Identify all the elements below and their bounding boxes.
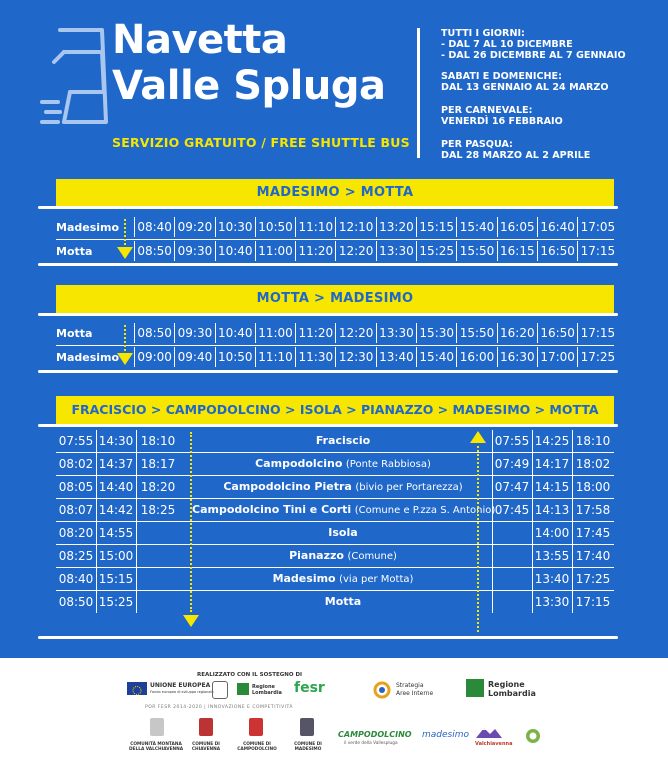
stop-name-cell [192,476,494,498]
time-cell: 09:20 [174,217,214,237]
time-cell-right: 07:47 [494,480,530,494]
eu-flag-icon [127,682,147,695]
title-line-1: Navetta [112,17,288,63]
time-cells [134,217,618,237]
stop-note: (Comune e P.zza S. Antonio) [354,505,496,516]
time-cell-left: 15:00 [98,549,134,563]
period-2-line: DAL 13 GENNAIO AL 24 MARZO [441,82,609,93]
campodolcino-crest-icon [249,718,263,736]
time-cell-left: 08:05 [58,480,94,494]
route-3-row [56,453,614,475]
route-3-bottom-rule [38,636,618,639]
time-cell: 09:40 [174,347,214,367]
madesimo-logo: madesimo [422,730,469,740]
time-cell-left: 07:55 [58,434,94,448]
time-cell: 16:50 [537,323,577,343]
stop-label: Motta [56,244,93,258]
period-block-1 [441,28,626,61]
route-2-banner: MOTTA > MADESIMO [56,285,614,313]
time-cell-right: 17:40 [575,549,611,563]
time-cell: 11:00 [255,323,295,343]
time-cell-right: 18:02 [575,457,611,471]
time-cell-left [136,545,180,567]
route-1-arrow-down-icon [117,247,133,259]
route-2-row-1 [56,323,614,343]
italy-emblem-icon [212,681,228,699]
time-cell-right: 14:25 [534,434,570,448]
eu-label: UNIONE EUROPEA [150,682,211,689]
route-3-row [56,568,614,590]
time-cell-right [492,545,532,567]
stop-name: Madesimo [272,572,336,585]
route-3-row [56,430,614,452]
time-cell-left: 08:07 [58,503,94,517]
campodolcino-label: COMUNE DI CAMPODOLCINO [237,742,277,752]
time-cell: 17:15 [577,241,617,261]
chiavenna-label: COMUNE DI CHIAVENNA [191,742,221,752]
time-cell: 16:00 [456,347,496,367]
time-cell-left: 08:40 [58,572,94,586]
time-cell: 15:40 [416,347,456,367]
time-cell-right: 17:58 [575,503,611,517]
time-cell: 11:20 [295,241,335,261]
time-cell: 13:20 [376,217,416,237]
period-3-title: PER CARNEVALE: [441,105,533,116]
stop-note: (via per Motta) [339,574,414,585]
stop-name-cell [192,522,494,544]
por-fesr-line: POR FESR 2014-2020 | INNOVAZIONE E COMPETITIVITÀ [145,705,293,710]
time-cell-left: 08:20 [58,526,94,540]
time-cell-left: 15:25 [98,595,134,609]
regione-small-label: Regione Lombardia [252,684,282,696]
stop-note: (Comune) [347,551,397,562]
time-cell: 10:50 [255,217,295,237]
time-cell-left: 08:50 [58,595,94,609]
time-cell-right: 07:45 [494,503,530,517]
period-1-line: - DAL 26 DICEMBRE AL 7 GENNAIO [441,50,626,61]
time-cell: 12:20 [335,323,375,343]
time-cell: 11:20 [295,323,335,343]
stop-name: Isola [328,526,358,539]
time-cell: 16:50 [537,241,577,261]
comunita-label: COMUNITÀ MONTANA DELLA VALCHIAVENNA [128,742,184,752]
strategia-logo-icon [372,680,392,700]
footer-logos [0,658,668,768]
stop-name: Motta [324,595,362,608]
campodolcino-tagline: il verde della Vallespluga [344,741,398,746]
time-cell: 16:20 [497,323,537,343]
time-cell-left: 15:15 [98,572,134,586]
strategia-label: Strategia Aree Interne [396,682,434,697]
time-cell: 15:30 [416,323,456,343]
time-cell-right [492,591,532,613]
route-3-arrow-down-icon [183,615,199,627]
row-separator [56,345,614,346]
stop-note: (bivio per Portarezza) [355,482,463,493]
time-cell-right: 14:13 [534,503,570,517]
stop-label: Madesimo [56,220,120,234]
time-cell-right: 07:55 [494,434,530,448]
route-1-direction-line [124,219,126,245]
route-3-row [56,591,614,613]
regione-lombardia-logo-icon [466,679,484,697]
time-cell-right: 14:00 [534,526,570,540]
time-cell: 17:00 [537,347,577,367]
time-cell-right: 18:00 [575,480,611,494]
valchiavenna-mountain-icon [474,724,504,740]
stop-name: Fraciscio [315,434,371,447]
time-cell: 15:25 [416,241,456,261]
time-cell: 15:40 [456,217,496,237]
route-3-row [56,545,614,567]
title-line-2: Valle Spluga [112,63,386,109]
time-cell-left: 18:25 [140,503,176,517]
time-cell: 11:30 [295,347,335,367]
time-cell-right: 13:30 [534,595,570,609]
time-cell: 10:40 [215,323,255,343]
time-cell-left: 14:55 [98,526,134,540]
stop-name-cell [192,545,494,567]
bus-icon [40,22,110,132]
time-cell: 16:05 [497,217,537,237]
time-cell: 16:40 [537,217,577,237]
time-cell: 10:40 [215,241,255,261]
madesimo-crest-icon [300,718,314,736]
route-1-bottom-rule [38,263,618,266]
route-2-row-2 [56,347,614,367]
row-separator [56,239,614,240]
chiavenna-crest-icon [199,718,213,736]
time-cell: 11:00 [255,241,295,261]
time-cell: 11:10 [255,347,295,367]
time-cell-left: 14:42 [98,503,134,517]
time-cell-left [136,568,180,590]
regione-lombardia-label: Regione Lombardia [488,680,536,698]
route-1-row-2 [56,241,614,261]
time-cell: 12:10 [335,217,375,237]
route-3-banner: FRACISCIO > CAMPODOLCINO > ISOLA > PIANAZZO > MADESIMO > MOTTA [56,396,614,424]
time-cell: 15:15 [416,217,456,237]
time-cell: 16:15 [497,241,537,261]
time-cell: 10:30 [215,217,255,237]
period-block-4 [441,139,590,161]
time-cell-left: 18:17 [140,457,176,471]
route-1-banner: MADESIMO > MOTTA [56,179,614,207]
time-cell-right [492,522,532,544]
period-block-2 [441,71,609,93]
campodolcino-logo: CAMPODOLCINO [338,730,412,739]
time-cell: 15:50 [456,241,496,261]
time-cell-left: 08:02 [58,457,94,471]
route-2-arrow-down-icon [117,353,133,365]
eu-sublabel: Fondo europeo di sviluppo regionale [150,690,214,694]
stop-name: Pianazzo [289,549,344,562]
time-cell: 12:20 [335,241,375,261]
time-cell: 13:40 [376,347,416,367]
stop-name-cell [192,453,494,475]
time-cell: 08:40 [134,217,174,237]
time-cell-left [136,591,180,613]
time-cell-right: 14:15 [534,480,570,494]
fesr-logo: fesr [294,680,325,696]
time-cells [134,241,618,261]
time-cell: 08:50 [134,241,174,261]
route-3-row [56,522,614,544]
time-cell-left: 14:30 [98,434,134,448]
time-cell: 16:30 [497,347,537,367]
time-cell-left: 14:40 [98,480,134,494]
period-1-line: - DAL 7 AL 10 DICEMBRE [441,39,573,50]
time-cell: 15:50 [456,323,496,343]
route-2-bottom-rule [38,370,618,373]
time-cells [134,323,618,343]
madesimo-label: COMUNE DI MADESIMO [294,742,322,752]
stop-name: Campodolcino Tini e Corti [192,503,352,516]
route-1-top-rule [38,206,618,209]
time-cell-left [136,522,180,544]
period-4-title: PER PASQUA: [441,139,513,150]
stop-label: Madesimo [56,350,120,364]
time-cell: 09:30 [174,323,214,343]
header-divider [417,28,420,158]
route-2-direction-line [124,325,126,351]
time-cell-right: 13:40 [534,572,570,586]
time-cell-left: 14:37 [98,457,134,471]
time-cell: 12:30 [335,347,375,367]
green-seal-icon [525,728,541,744]
time-cell: 08:50 [134,323,174,343]
time-cell: 17:05 [577,217,617,237]
valchiavenna-label: Valchiavenna [475,741,513,747]
time-cell-right: 07:49 [494,457,530,471]
stop-name-cell [192,430,494,452]
stop-name-cell [192,568,494,590]
time-cell-right: 17:25 [575,572,611,586]
time-cell: 13:30 [376,241,416,261]
time-cell: 11:10 [295,217,335,237]
period-1-title: TUTTI I GIORNI: [441,28,525,39]
time-cell: 13:30 [376,323,416,343]
route-3-up-line [477,446,479,632]
time-cell-right: 17:15 [575,595,611,609]
time-cell-right: 13:55 [534,549,570,563]
time-cells [134,347,618,367]
stop-name-cell [192,591,494,613]
comunita-crest-icon [150,718,164,736]
period-block-3 [441,105,563,127]
period-4-line: DAL 28 MARZO AL 2 APRILE [441,150,591,161]
stop-name: Campodolcino Pietra [223,480,352,493]
route-3-arrow-up-icon [470,431,486,443]
stop-label: Motta [56,326,93,340]
time-cell-right: 17:45 [575,526,611,540]
stop-note: (Ponte Rabbiosa) [345,459,431,470]
period-3-line: VENERDÌ 16 FEBBRAIO [441,116,563,127]
time-cell-left: 08:25 [58,549,94,563]
route-3-row [56,499,614,521]
sostegno-text: REALIZZATO CON IL SOSTEGNO DI [197,672,303,678]
time-cell-right [492,568,532,590]
time-cell-left: 18:20 [140,480,176,494]
route-3-top-rule [38,424,618,427]
time-cell-right: 14:17 [534,457,570,471]
time-cell: 09:00 [134,347,174,367]
route-2-top-rule [38,313,618,316]
stop-name-cell [192,499,494,521]
time-cell: 09:30 [174,241,214,261]
stop-name: Campodolcino [255,457,343,470]
time-cell-left: 18:10 [140,434,176,448]
time-cell-right: 18:10 [575,434,611,448]
time-cell: 17:15 [577,323,617,343]
route-3-down-line [190,432,192,612]
route-1-row-1 [56,217,614,237]
time-cell: 17:25 [577,347,617,367]
route-3-row [56,476,614,498]
time-cell: 10:50 [215,347,255,367]
regione-small-logo-icon [237,683,249,695]
period-2-title: SABATI E DOMENICHE: [441,71,562,82]
subtitle: SERVIZIO GRATUITO / FREE SHUTTLE BUS [112,135,410,150]
